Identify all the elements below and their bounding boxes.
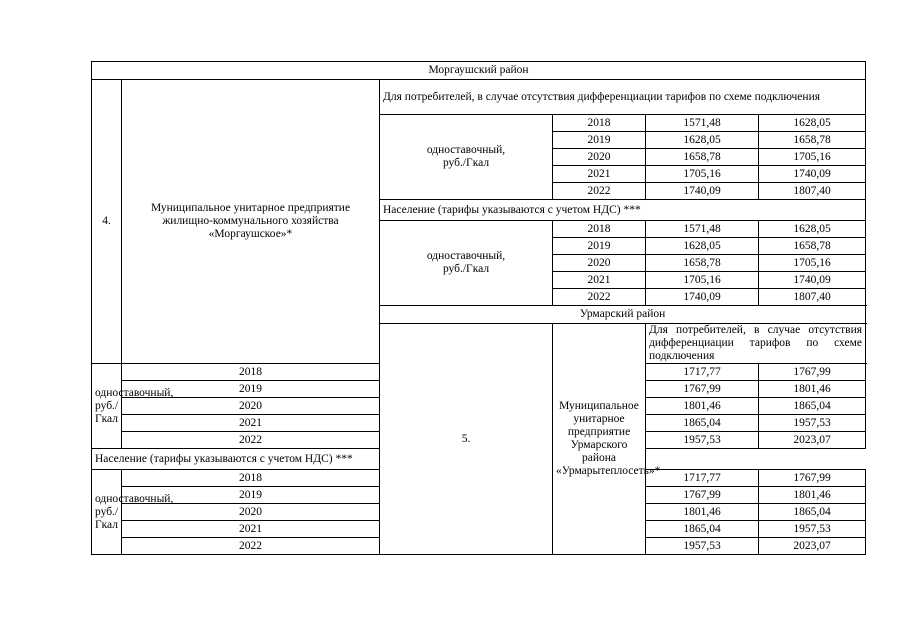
row-number: 5.: [380, 324, 553, 555]
tariff-value-first-half: 1740,09: [646, 183, 759, 200]
tariff-value-second-half: 1705,16: [759, 149, 866, 166]
tariff-unit-line: руб./Гкал: [442, 263, 490, 275]
tariff-value-first-half: 1767,99: [646, 381, 759, 398]
tariff-value-first-half: 1957,53: [646, 538, 759, 555]
year-cell: 2022: [122, 432, 380, 449]
tariff-value-first-half: 1740,09: [646, 289, 759, 306]
row-number: 4.: [92, 80, 122, 364]
organization-name: [553, 324, 661, 555]
organization-line: Урмарского района: [570, 439, 628, 464]
tariff-table: [91, 61, 866, 555]
year-cell: 2020: [553, 149, 646, 166]
tariff-value-first-half: 1865,04: [646, 415, 759, 432]
category-row: [92, 449, 866, 470]
tariff-value-second-half: 1807,40: [759, 183, 866, 200]
consumer-category: Для потребителей, в случае отсутствия дифференциации тарифов по схеме подключения: [646, 324, 866, 364]
organization-line: Муниципальное унитарное предприятие: [150, 202, 351, 214]
tariff-unit-line: одноставочный,: [426, 144, 506, 156]
year-cell: 2020: [553, 255, 646, 272]
organization-line: «Урмарытеплосеть»*: [556, 465, 661, 477]
tariff-unit-line: одноставочный,: [426, 250, 506, 262]
tariff-value-second-half: 1658,78: [759, 132, 866, 149]
category-row: [92, 80, 866, 115]
consumer-category: Население (тарифы указываются с учетом НДС) ***: [380, 200, 866, 221]
tariff-value-second-half: 1628,05: [759, 221, 866, 238]
year-cell: 2022: [122, 538, 380, 555]
tariff-unit: [380, 115, 553, 200]
tariff-value-first-half: 1658,78: [646, 149, 759, 166]
consumer-category: Население (тарифы указываются с учетом НДС) ***: [92, 449, 646, 470]
year-cell: 2018: [553, 115, 646, 132]
tariff-value-second-half: 1628,05: [759, 115, 866, 132]
organization-name: [122, 80, 380, 364]
year-cell: 2021: [553, 166, 646, 183]
tariff-value-first-half: 1865,04: [646, 521, 759, 538]
year-cell: 2018: [122, 470, 380, 487]
tariff-value-second-half: 1658,78: [759, 238, 866, 255]
tariff-unit-line: руб./Гкал: [442, 157, 490, 169]
tariff-value-second-half: 1865,04: [759, 398, 866, 415]
organization-line: «Моргаушское»*: [208, 228, 293, 240]
tariff-value-second-half: 1705,16: [759, 255, 866, 272]
tariff-value-first-half: 1705,16: [646, 166, 759, 183]
tariff-value-second-half: 1801,46: [759, 487, 866, 504]
tariff-value-second-half: 1801,46: [759, 381, 866, 398]
tariff-value-first-half: 1801,46: [646, 398, 759, 415]
year-cell: 2019: [122, 487, 380, 504]
tariff-value-second-half: 2023,07: [759, 432, 866, 449]
tariff-value-first-half: 1957,53: [646, 432, 759, 449]
tariff-unit-line: руб./Гкал: [95, 399, 119, 425]
year-cell: 2018: [122, 364, 380, 381]
consumer-category: Для потребителей, в случае отсутствия дифференциации тарифов по схеме подключения: [380, 80, 866, 115]
year-cell: 2020: [122, 504, 380, 521]
tariff-value-second-half: 1740,09: [759, 166, 866, 183]
tariff-unit: [380, 221, 553, 306]
district-name: Урмарский район: [380, 306, 866, 324]
year-cell: 2022: [553, 289, 646, 306]
year-cell: 2022: [553, 183, 646, 200]
tariff-value-first-half: 1571,48: [646, 115, 759, 132]
tariff-unit: [92, 470, 174, 555]
tariff-unit: [92, 364, 174, 449]
year-cell: 2020: [122, 398, 380, 415]
tariff-value-first-half: 1767,99: [646, 487, 759, 504]
year-cell: 2021: [122, 521, 380, 538]
tariff-unit-line: одноставочный,: [95, 492, 174, 505]
tariff-unit-line: одноставочный,: [95, 386, 174, 399]
tariff-value-second-half: 2023,07: [759, 538, 866, 555]
tariff-value-second-half: 1957,53: [759, 415, 866, 432]
organization-line: Муниципальное унитарное предприятие: [559, 400, 639, 438]
tariff-value-first-half: 1658,78: [646, 255, 759, 272]
tariff-table-body: [92, 62, 866, 555]
year-cell: 2018: [553, 221, 646, 238]
tariff-value-first-half: 1717,77: [646, 364, 759, 381]
tariff-value-first-half: 1571,48: [646, 221, 759, 238]
year-cell: 2021: [122, 415, 380, 432]
tariff-unit-line: руб./Гкал: [95, 505, 119, 531]
tariff-value-second-half: 1957,53: [759, 521, 866, 538]
tariff-value-second-half: 1865,04: [759, 504, 866, 521]
district-name: Моргаушский район: [92, 62, 866, 80]
tariff-value-second-half: 1767,99: [759, 470, 866, 487]
tariff-value-first-half: 1628,05: [646, 238, 759, 255]
year-cell: 2019: [553, 238, 646, 255]
year-cell: 2019: [553, 132, 646, 149]
year-cell: 2019: [122, 381, 380, 398]
district-row: [92, 62, 866, 80]
tariff-value-first-half: 1717,77: [646, 470, 759, 487]
tariff-value-first-half: 1705,16: [646, 272, 759, 289]
year-cell: 2021: [553, 272, 646, 289]
tariff-value-second-half: 1740,09: [759, 272, 866, 289]
tariff-value-first-half: 1628,05: [646, 132, 759, 149]
tariff-value-first-half: 1801,46: [646, 504, 759, 521]
tariff-value-second-half: 1807,40: [759, 289, 866, 306]
organization-line: жилищно-коммунального хозяйства: [162, 215, 339, 227]
tariff-value-second-half: 1767,99: [759, 364, 866, 381]
